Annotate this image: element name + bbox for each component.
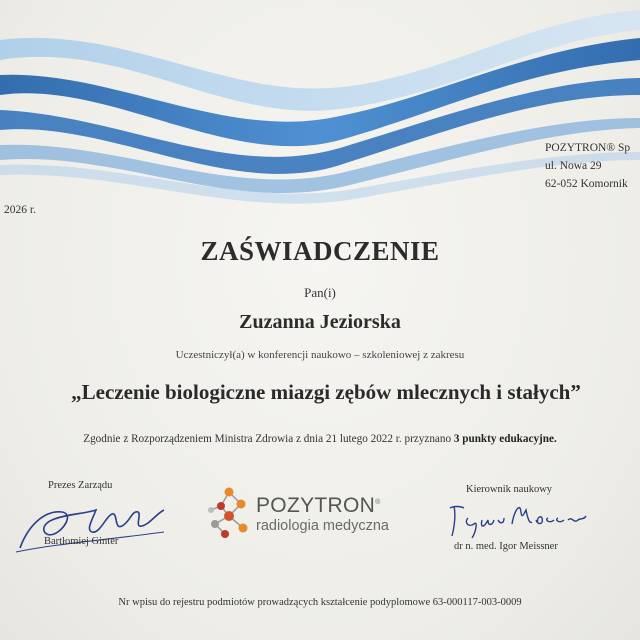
right-signature-scribble: [446, 498, 596, 542]
blue-wave-decoration: [0, 0, 640, 220]
logo-tagline: radiologia medyczna: [256, 518, 389, 534]
recipient-name: Zuzanna Jeziorska: [239, 311, 401, 333]
regulation-body: Zgodnie z Rozporządzeniem Ministra Zdrowia z dnia 21 lutego 2022 r. przyznano: [83, 433, 454, 445]
issuer-street: ul. Nowa 29: [545, 160, 602, 172]
issuer-city: 62-052 Komornik: [545, 178, 628, 190]
issuer-company: POZYTRON® Sp: [545, 142, 631, 154]
left-signature-scribble: [14, 496, 174, 556]
right-signature-name: dr n. med. Igor Meissner: [454, 541, 558, 552]
registry-number: Nr wpisu do rejestru podmiotów prowadzących kształcenie podyplomowe 63-000117-003-0009: [118, 597, 522, 608]
regulation-text: [0, 433, 640, 445]
date-fragment: 2026 r.: [4, 204, 36, 216]
pozytron-molecule-icon: [205, 484, 253, 540]
certificate-title: ZAŚWIADCZENIE: [200, 236, 440, 266]
right-signature-role: Kierownik naukowy: [466, 484, 553, 495]
logo-name: [256, 494, 381, 518]
salutation: Pan(i): [304, 285, 336, 300]
participation-text: Uczestniczył(a) w konferencji naukowo – szkoleniowej z zakresu: [175, 349, 465, 361]
left-signature-name: Bartłomiej Ginter: [44, 536, 119, 547]
logo-wordmark: POZYTRON: [256, 494, 376, 517]
logo-reg-mark: ®: [375, 499, 381, 506]
education-points: 3 punkty edukacyjne.: [453, 433, 557, 445]
left-signature-role: Prezes Zarządu: [48, 480, 113, 491]
conference-topic: „Leczenie biologiczne miazgi zębów mlecznych i stałych”: [71, 380, 581, 404]
